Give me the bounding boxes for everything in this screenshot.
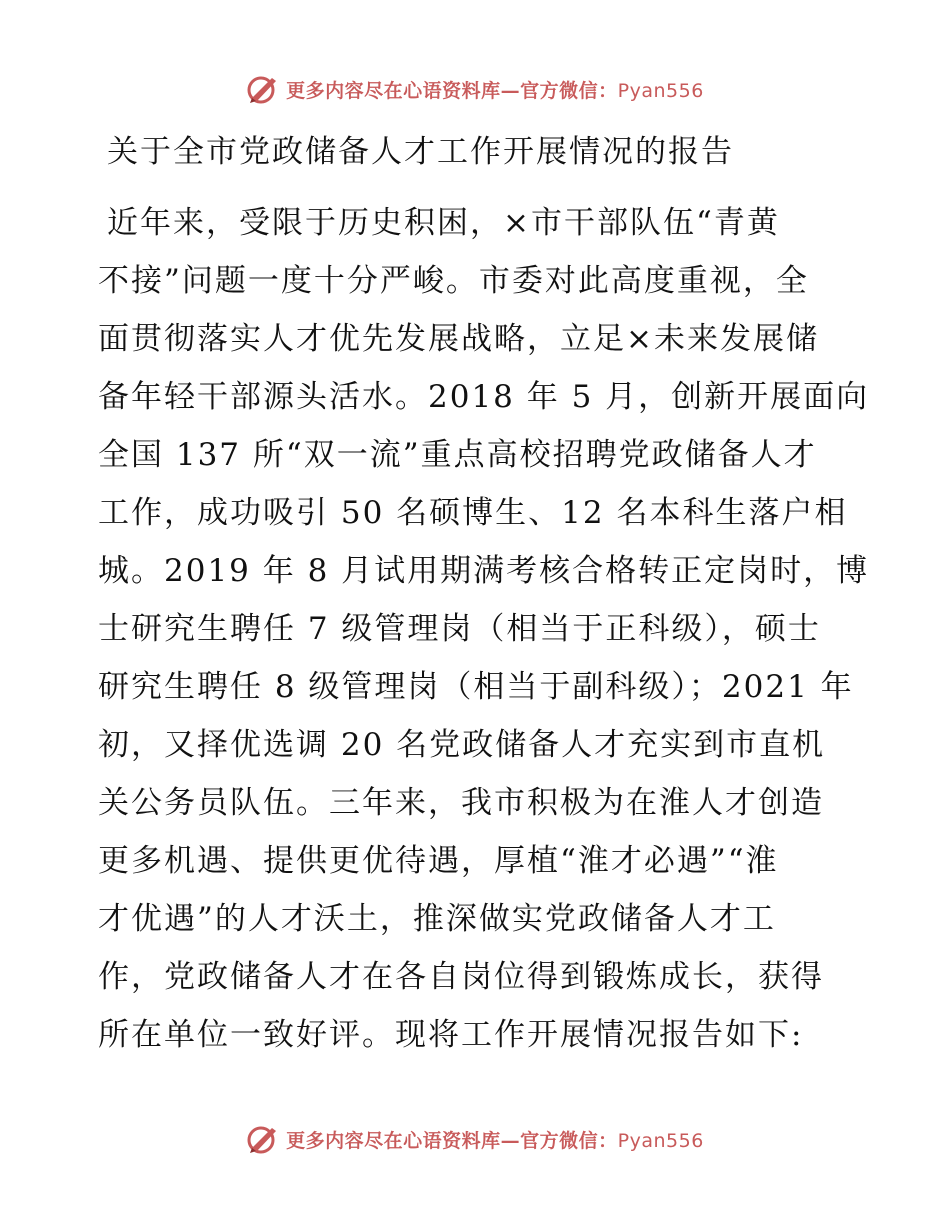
body-line: 士研究生聘任 7 级管理岗（相当于正科级），硕士: [98, 611, 821, 647]
watermark-text: 更多内容尽在心语资料库—官方微信：: [286, 79, 618, 102]
body-line: 更多机遇、提供更优待遇，厚植“淮才必遇”“淮: [98, 843, 779, 879]
document-body: [98, 194, 870, 1064]
watermark-text: 更多内容尽在心语资料库—官方微信：: [286, 1129, 618, 1152]
body-line: 才优遇”的人才沃土，推深做实党政储备人才工: [98, 901, 776, 937]
body-line: 关公务员队伍。三年来，我市积极为在淮人才创造: [98, 785, 824, 821]
footer-watermark: [0, 1122, 950, 1156]
body-line: 城。2019 年 8 月试用期满考核合格转正定岗时，博: [98, 553, 870, 589]
body-line: 面贯彻落实人才优先发展战略，立足×未来发展储: [98, 321, 819, 357]
body-line: 作，党政储备人才在各自岗位得到锻炼成长，获得: [98, 959, 824, 995]
watermark-wechat-id: Pyan556: [617, 1129, 704, 1152]
body-line: 备年轻干部源头活水。2018 年 5 月，创新开展面向: [98, 379, 870, 415]
body-line: 初，又择优选调 20 名党政储备人才充实到市直机: [98, 727, 826, 763]
body-line: 研究生聘任 8 级管理岗（相当于副科级）；2021 年: [98, 669, 854, 705]
body-line: 所在单位一致好评。现将工作开展情况报告如下:: [98, 1017, 804, 1053]
pen-circle-logo-icon: [246, 1122, 280, 1156]
header-watermark: [0, 72, 950, 106]
body-line: 工作，成功吸引 50 名硕博生、12 名本科生落户相: [98, 495, 848, 531]
watermark-wechat-id: Pyan556: [617, 79, 704, 102]
body-line: 近年来，受限于历史积困，×市干部队伍“青黄: [107, 205, 780, 241]
pen-circle-logo-icon: [246, 72, 280, 106]
body-line: 全国 137 所“双一流”重点高校招聘党政储备人才: [98, 437, 817, 473]
document-title: 关于全市党政储备人才工作开展情况的报告: [107, 134, 734, 170]
body-line: 不接”问题一度十分严峻。市委对此高度重视，全: [98, 263, 809, 299]
